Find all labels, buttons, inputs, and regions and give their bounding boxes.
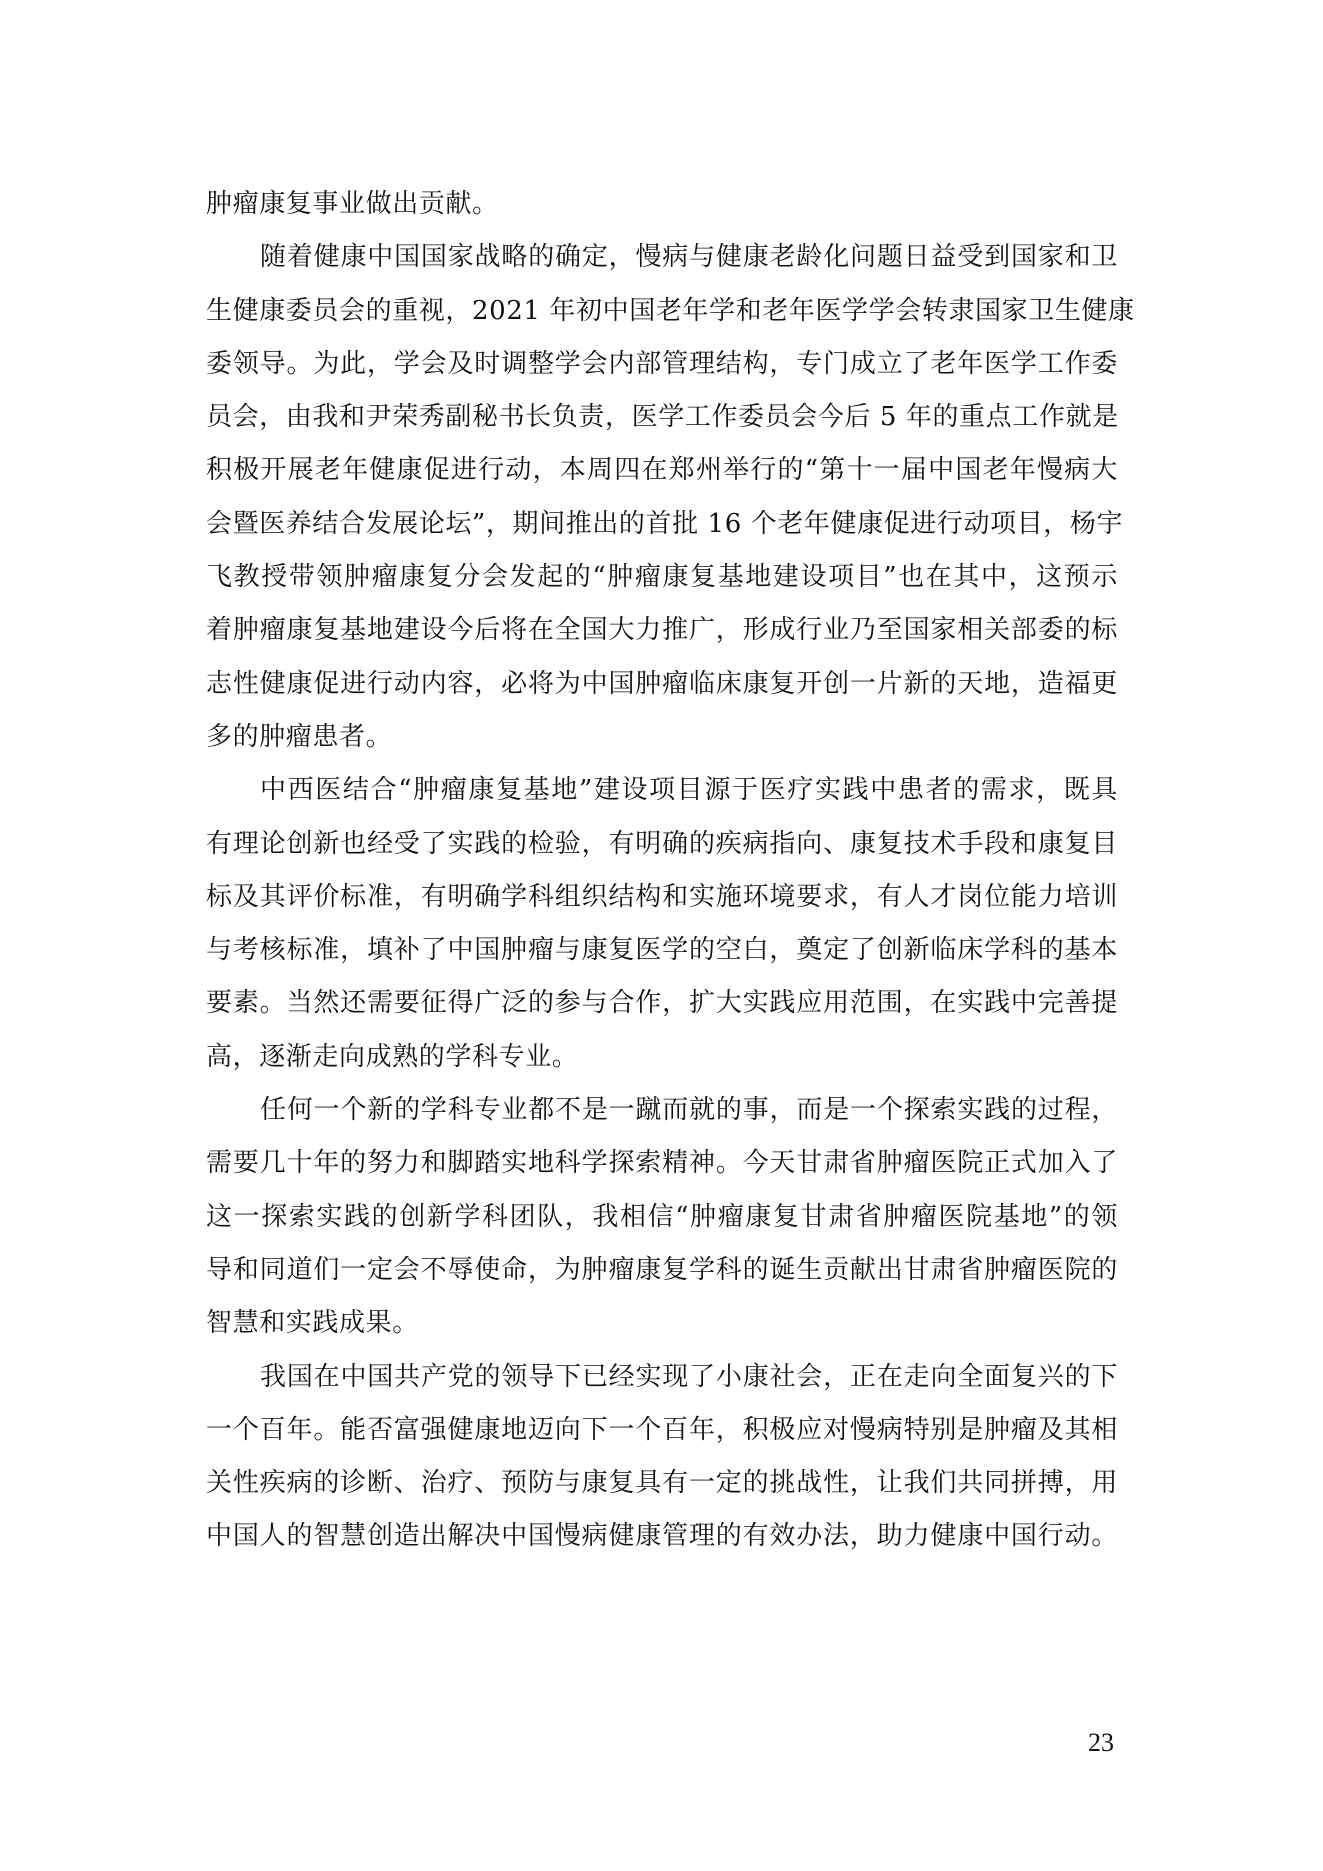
text-line: 生健康委员会的重视，2021 年初中国老年学和老年医学学会转隶国家卫生健康 (206, 295, 1135, 326)
paragraph (206, 764, 1118, 1084)
text-line: 智慧和实践成果。 (206, 1308, 419, 1339)
text-line: 飞教授带领肿瘤康复分会发起的“肿瘤康复基地建设项目”也在其中，这预示 (206, 562, 1118, 593)
page-number: 23 (1088, 1728, 1114, 1757)
text-line: 高，逐渐走向成熟的学科专业。 (206, 1041, 579, 1072)
text-line: 会暨医养结合发展论坛”，期间推出的首批 16 个老年健康促进行动项目，杨宇 (206, 508, 1124, 539)
text-line: 着肿瘤康复基地建设今后将在全国大力推广，形成行业乃至国家相关部委的标 (206, 615, 1118, 646)
text-line: 员会，由我和尹荣秀副秘书长负责，医学工作委员会今后 5 年的重点工作就是 (206, 402, 1119, 433)
paragraph (206, 231, 1135, 764)
text-line: 与考核标准，填补了中国肿瘤与康复医学的空白，奠定了创新临床学科的基本 (206, 935, 1118, 966)
text-line: 积极开展老年健康促进行动，本周四在郑州举行的“第十一届中国老年慢病大 (206, 455, 1118, 486)
text-line: 志性健康促进行动内容，必将为中国肿瘤临床康复开创一片新的天地，造福更 (206, 668, 1118, 699)
text-line: 要素。当然还需要征得广泛的参与合作，扩大实践应用范围，在实践中完善提 (206, 988, 1118, 1019)
text-line: 有理论创新也经受了实践的检验，有明确的疾病指向、康复技术手段和康复目 (206, 828, 1118, 859)
paragraph (206, 178, 1118, 231)
text-line: 多的肿瘤患者。 (206, 721, 393, 752)
text-line: 委领导。为此，学会及时调整学会内部管理结构，专门成立了老年医学工作委 (206, 348, 1118, 379)
text-line: 这一探索实践的创新学科团队，我相信“肿瘤康复甘肃省肿瘤医院基地”的领 (206, 1201, 1118, 1232)
text-line: 一个百年。能否富强健康地迈向下一个百年，积极应对慢病特别是肿瘤及其相 (206, 1414, 1118, 1445)
text-line: 任何一个新的学科专业都不是一蹴而就的事，而是一个探索实践的过程， (260, 1095, 1118, 1126)
text-line: 随着健康中国国家战略的确定，慢病与健康老龄化问题日益受到国家和卫 (260, 242, 1118, 273)
paragraph (206, 1351, 1118, 1564)
text-line: 标及其评价标准，有明确学科组织结构和实施环境要求，有人才岗位能力培训 (206, 881, 1118, 912)
body-text (206, 178, 1135, 1564)
text-line: 需要几十年的努力和脚踏实地科学探索精神。今天甘肃省肿瘤医院正式加入了 (206, 1148, 1118, 1179)
text-line: 肿瘤康复事业做出贡献。 (206, 189, 499, 219)
paragraph (206, 1084, 1118, 1350)
text-line: 中西医结合“肿瘤康复基地”建设项目源于医疗实践中患者的需求，既具 (260, 775, 1118, 806)
text-line: 中国人的智慧创造出解决中国慢病健康管理的有效办法，助力健康中国行动。 (206, 1521, 1118, 1552)
text-line: 我国在中国共产党的领导下已经实现了小康社会，正在走向全面复兴的下 (260, 1361, 1118, 1392)
text-line: 导和同道们一定会不辱使命，为肿瘤康复学科的诞生贡献出甘肃省肿瘤医院的 (206, 1254, 1118, 1285)
text-line: 关性疾病的诊断、治疗、预防与康复具有一定的挑战性，让我们共同拼搏，用 (206, 1468, 1118, 1499)
